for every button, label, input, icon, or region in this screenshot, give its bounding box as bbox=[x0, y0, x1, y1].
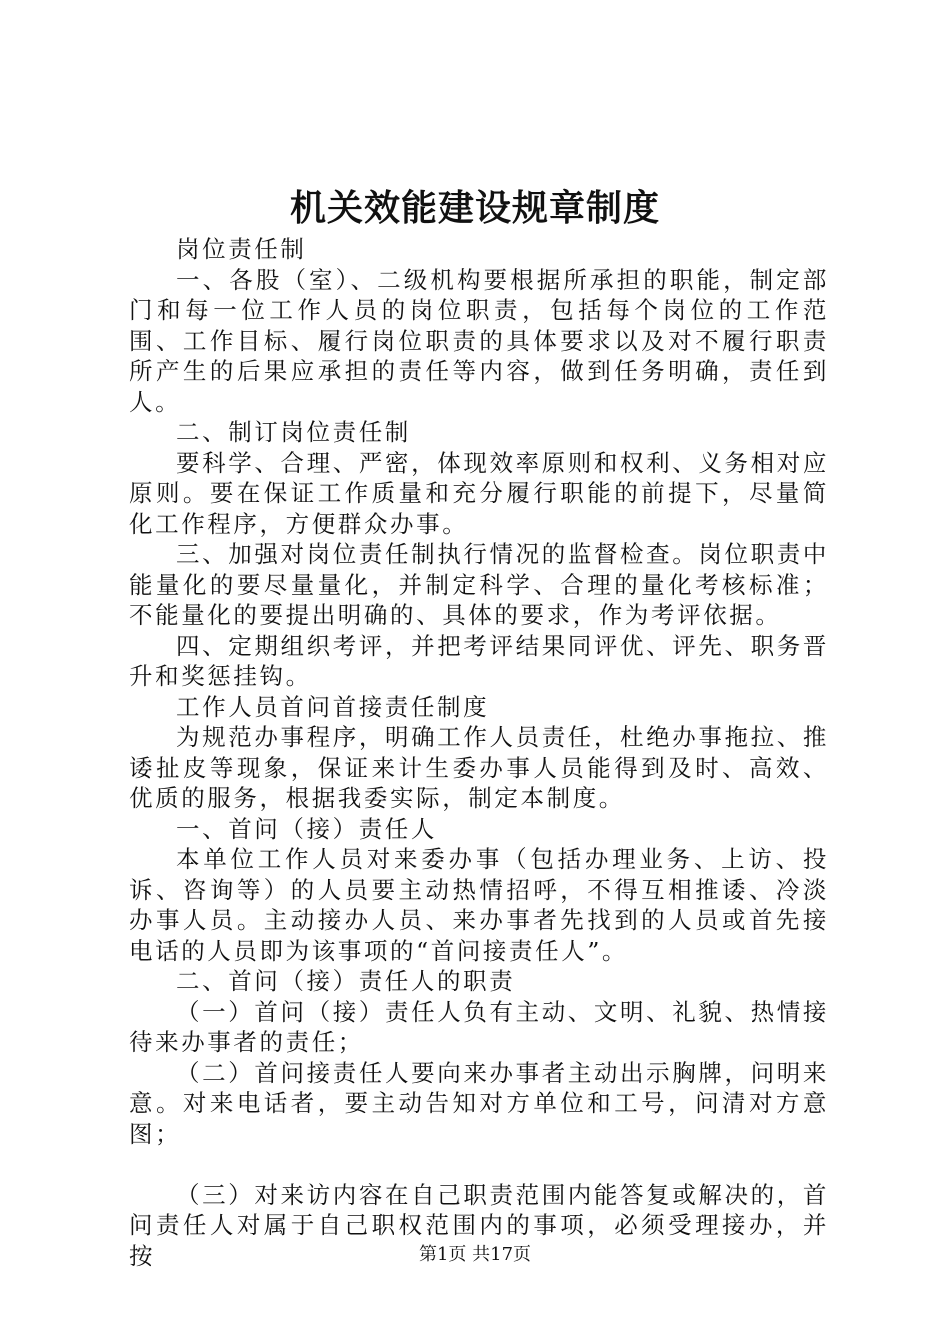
paragraph: 本单位工作人员对来委办事（包括办理业务、上访、投诉、咨询等）的人员要主动热情招呼，不得互相推诿、冷淡办事人员。主动接办人员、来办事者先找到的人员或首先接电话的人员即为该事项的“首问接责任人”。 bbox=[129, 845, 829, 965]
page-footer: 第1页 共17页 bbox=[418, 1244, 532, 1265]
paragraph: （二）首问接责任人要向来办事者主动出示胸牌，问明来意。对来电话者，要主动告知对方单位和工号，问清对方意图； bbox=[129, 1058, 829, 1148]
paragraph: （一）首问（接）责任人负有主动、文明、礼貌、热情接待来办事者的责任； bbox=[129, 997, 829, 1056]
document-title: 机关效能建设规章制度 bbox=[289, 187, 660, 229]
paragraph-heading: 二、制订岗位责任制 bbox=[176, 418, 411, 446]
paragraph: （三）对来访内容在自己职责范围内能答复或解决的，首问责任人对属于自己职权范围内的事项，必须受理接办，并按 bbox=[129, 1180, 829, 1270]
section-heading: 岗位责任制 bbox=[176, 235, 307, 263]
paragraph: 为规范办事程序，明确工作人员责任，杜绝办事拖拉、推诿扯皮等现象，保证来计生委办事人员能得到及时、高效、优质的服务，根据我委实际，制定本制度。 bbox=[129, 723, 829, 812]
paragraph: 一、各股（室）、二级机构要根据所承担的职能，制定部门和每一位工作人员的岗位职责，包括每个岗位的工作范围、工作目标、履行岗位职责的具体要求以及对不履行职责所产生的后果应承担的责任等内容，做到任务明确，责任到人。 bbox=[129, 265, 829, 416]
document-body bbox=[129, 234, 829, 1271]
section-heading: 工作人员首问首接责任制度 bbox=[176, 692, 490, 721]
paragraph: 三、加强对岗位责任制执行情况的监督检查。岗位职责中能量化的要尽量量化，并制定科学、合理的量化考核标准；不能量化的要提出明确的、具体的要求，作为考评依据。 bbox=[129, 540, 829, 629]
paragraph: 要科学、合理、严密，体现效率原则和权利、义务相对应原则。要在保证工作质量和充分履行职能的前提下，尽量简化工作程序，方便群众办事。 bbox=[129, 448, 829, 538]
paragraph: 四、定期组织考评，并把考评结果同评优、评先、职务晋升和奖惩挂钩。 bbox=[129, 631, 829, 690]
paragraph-heading: 二、首问（接）责任人的职责 bbox=[176, 967, 516, 995]
paragraph-heading: 一、首问（接）责任人 bbox=[176, 814, 437, 843]
